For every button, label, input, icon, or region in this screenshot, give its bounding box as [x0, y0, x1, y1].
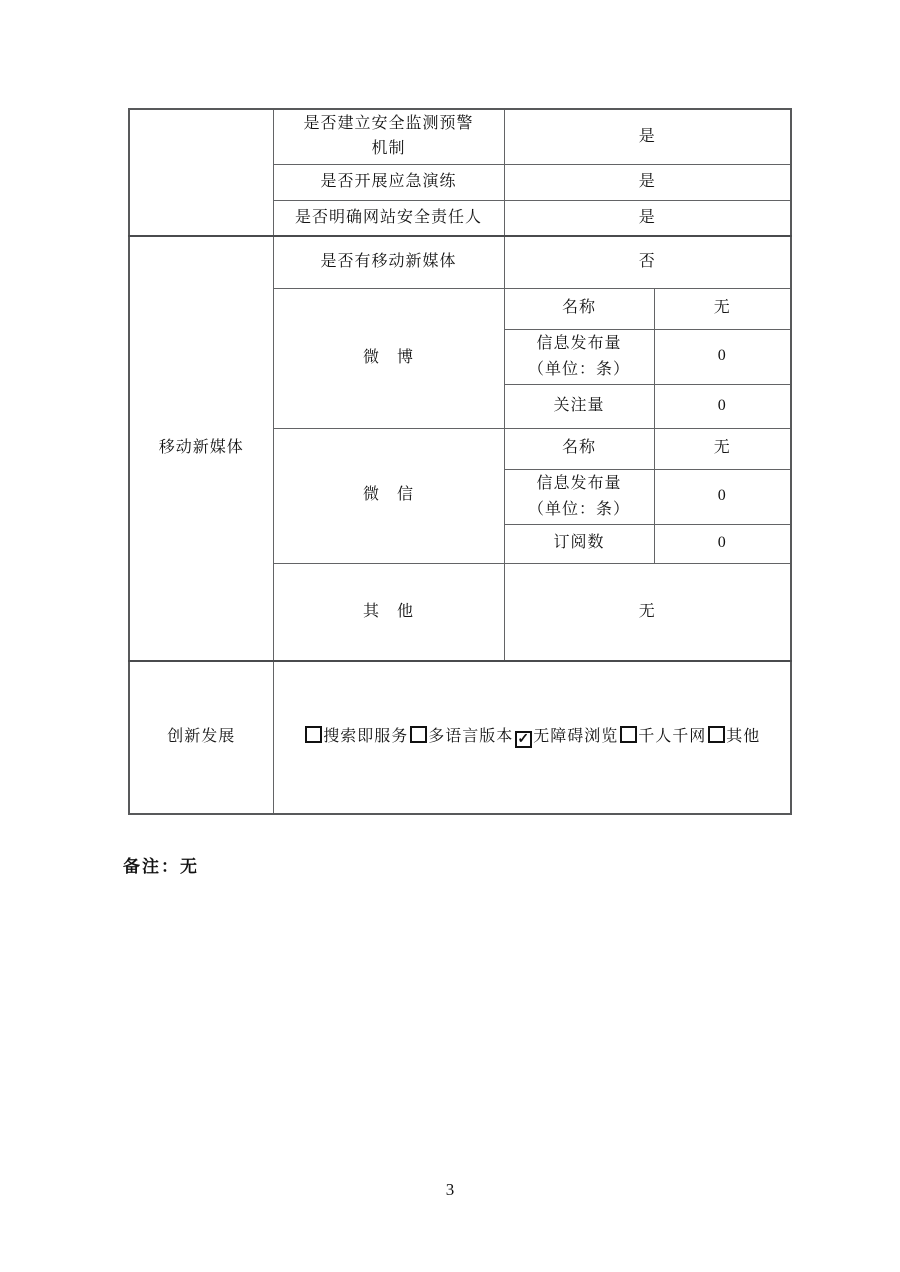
security-monitor-label-line1: 是否建立安全监测预警 [303, 114, 474, 132]
weibo-name-value: 无 [654, 288, 791, 329]
weibo-followers-value: 0 [654, 384, 791, 428]
wechat-publications-label [504, 469, 654, 524]
checkbox-unchecked-icon [410, 726, 427, 743]
table-row [129, 109, 791, 164]
wechat-name-value: 无 [654, 428, 791, 469]
innovation-section-label: 创新发展 [129, 661, 273, 814]
innovation-option-label: 多语言版本 [428, 728, 514, 746]
security-monitor-label-line2: 机制 [371, 140, 406, 158]
security-monitor-value: 是 [504, 109, 791, 164]
mobile-media-section-label: 移动新媒体 [129, 236, 273, 661]
other-media-value: 无 [504, 563, 791, 661]
wechat-subscribers-label: 订阅数 [504, 524, 654, 563]
checkbox-unchecked-icon [708, 726, 725, 743]
annual-report-table [128, 108, 792, 815]
weibo-followers-label: 关注量 [504, 384, 654, 428]
weibo-name-label: 名称 [504, 288, 654, 329]
security-monitor-label [273, 109, 504, 164]
page-number: 3 [445, 1180, 455, 1199]
checkbox-unchecked-icon [305, 726, 322, 743]
table-row [129, 661, 791, 814]
wechat-publications-value: 0 [654, 469, 791, 524]
wechat-label: 微 信 [273, 428, 504, 563]
wechat-name-label: 名称 [504, 428, 654, 469]
other-media-label: 其 他 [273, 563, 504, 661]
innovation-options [276, 724, 789, 750]
emergency-drill-label: 是否开展应急演练 [273, 164, 504, 200]
security-officer-value: 是 [504, 200, 791, 236]
checkbox-checked-icon: ✓ [515, 731, 532, 748]
weibo-label: 微 博 [273, 288, 504, 428]
innovation-option-label: 搜索即服务 [323, 728, 409, 746]
security-section-empty-cell [129, 109, 273, 236]
security-officer-label: 是否明确网站安全责任人 [273, 200, 504, 236]
checkbox-unchecked-icon [620, 726, 637, 743]
wechat-publications-label-line1: 信息发布量 [536, 474, 622, 492]
innovation-option-label: 其他 [726, 728, 761, 746]
has-mobile-media-value: 否 [504, 236, 791, 288]
weibo-publications-label-line1: 信息发布量 [536, 334, 622, 352]
wechat-subscribers-value: 0 [654, 524, 791, 563]
innovation-option-label: 无障碍浏览 [533, 728, 619, 746]
remark-note: 备注：无 [123, 857, 199, 876]
emergency-drill-value: 是 [504, 164, 791, 200]
innovation-options-cell [273, 661, 791, 814]
wechat-publications-label-line2: （单位：条） [527, 500, 630, 518]
weibo-publications-label-line2: （单位：条） [527, 360, 630, 378]
has-mobile-media-label: 是否有移动新媒体 [273, 236, 504, 288]
weibo-publications-label [504, 329, 654, 384]
innovation-option-label: 千人千网 [638, 728, 707, 746]
weibo-publications-value: 0 [654, 329, 791, 384]
table-row [129, 236, 791, 288]
